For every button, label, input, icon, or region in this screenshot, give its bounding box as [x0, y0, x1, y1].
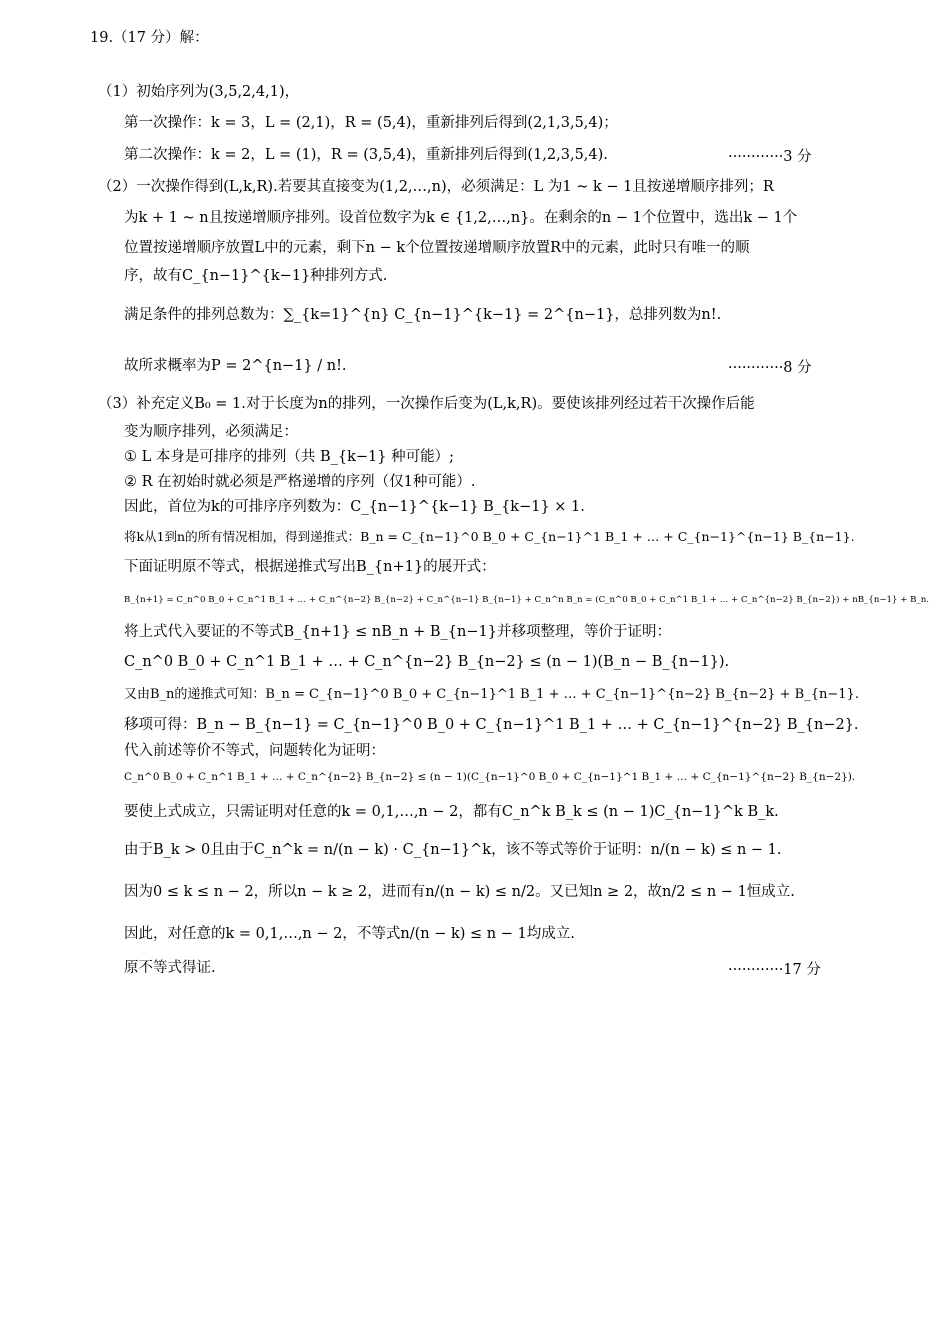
part3-line10: C_n^0 B_0 + C_n^1 B_1 + … + C_n^{n−2} B_{n−2} ≤ (n − 1)(B_n − B_{n−1}). [124, 654, 730, 670]
part3-line15: 要使上式成立，只需证明对任意的k = 0,1,…,n − 2，都有C_n^k B_k ≤ (n − 1)C_{n−1}^k B_k. [124, 804, 779, 820]
part2-line1: （2）一次操作得到(L,k,R).若要其直接变为(1,2,…,n)，必须满足：L 为1 ~ k − 1且按递增顺序排列；R [98, 179, 774, 195]
part2-line4: 序，故有C_{n−1}^{k−1}种排列方式. [124, 268, 388, 284]
part3-line6: 将k从1到n的所有情况相加，得到递推式：B_n = C_{n−1}^0 B_0 + C_{n−1}^1 B_1 + … + C_{n−1}^{n−1} B_{n−1}. [124, 529, 855, 544]
part2-line3: 位置按递增顺序放置L中的元素，剩下n − k个位置按递增顺序放置R中的元素，此时只有唯一的顺 [124, 240, 750, 256]
part3-line14: C_n^0 B_0 + C_n^1 B_1 + … + C_n^{n−2} B_{n−2} ≤ (n − 1)(C_{n−1}^0 B_0 + C_{n−1}^1 B_1 + … + C_{n−1}^{n−2} B_{n−2}). [124, 771, 856, 783]
part2-score: ············8 分 [728, 360, 812, 376]
part3-line3: ① L 本身是可排序的排列（共 B_{k−1} 种可能）; [124, 449, 454, 465]
part3-line17: 因为0 ≤ k ≤ n − 2，所以n − k ≥ 2，进而有n/(n − k) ≤ n/2。又已知n ≥ 2，故n/2 ≤ n − 1恒成立. [124, 884, 795, 900]
part3-line8: B_{n+1} = C_n^0 B_0 + C_n^1 B_1 + … + C_n^{n−2} B_{n−2} + C_n^{n−1} B_{n−1} + C_n^n B_n = (C_n^0 B_0 + C_n^1 B_1 + … + C_n^{n−2} B_{n−2}) + nB_{n−1} + B_n. [124, 595, 930, 605]
part2-line5: 满足条件的排列总数为：∑_{k=1}^{n} C_{n−1}^{k−1} = 2^{n−1}，总排列数为n!. [124, 307, 722, 323]
part3-line5: 因此，首位为k的可排序序列数为：C_{n−1}^{k−1} B_{k−1} × 1. [124, 499, 585, 515]
part1-score: ············3 分 [728, 149, 812, 165]
part3-line19: 原不等式得证. [124, 960, 216, 976]
part3-line9: 将上式代入要证的不等式B_{n+1} ≤ nB_n + B_{n−1}并移项整理，等价于证明： [124, 624, 671, 640]
part3-line16: 由于B_k > 0且由于C_n^k = n/(n − k) · C_{n−1}^k，该不等式等价于证明：n/(n − k) ≤ n − 1. [124, 842, 782, 858]
part3-line7: 下面证明原不等式，根据递推式写出B_{n+1}的展开式： [124, 559, 496, 575]
part3-line1: （3）补充定义B₀ = 1.对于长度为n的排列，一次操作后变为(L,k,R)。要使该排列经过若干次操作后能 [98, 396, 755, 412]
part3-line11: 又由B_n的递推式可知：B_n = C_{n−1}^0 B_0 + C_{n−1}^1 B_1 + … + C_{n−1}^{n−2} B_{n−2} + B_{n−1}. [124, 687, 859, 702]
problem-header: 19.（17 分）解： [90, 30, 209, 46]
part1-line2: 第一次操作：k = 3，L = (2,1)，R = (5,4)，重新排列后得到(2,1,3,5,4)； [124, 115, 618, 131]
part2-line6: 故所求概率为P = 2^{n−1} / n!. [124, 358, 347, 374]
part3-line18: 因此，对任意的k = 0,1,…,n − 2，不等式n/(n − k) ≤ n − 1均成立. [124, 926, 575, 942]
part3-line4: ② R 在初始时就必须是严格递增的序列（仅1种可能）. [124, 474, 476, 490]
part3-score: ············17 分 [728, 962, 821, 978]
part3-line12: 移项可得：B_n − B_{n−1} = C_{n−1}^0 B_0 + C_{n−1}^1 B_1 + … + C_{n−1}^{n−2} B_{n−2}. [124, 717, 859, 733]
part1-line1: （1）初始序列为(3,5,2,4,1)， [98, 84, 300, 100]
part2-line2: 为k + 1 ~ n且按递增顺序排列。设首位数字为k ∈ {1,2,…,n}。在剩余的n − 1个位置中，选出k − 1个 [124, 210, 798, 226]
part3-line2: 变为顺序排列，必须满足： [124, 424, 298, 440]
part3-line13: 代入前述等价不等式，问题转化为证明： [124, 743, 385, 759]
part1-line3: 第二次操作：k = 2，L = (1)，R = (3,5,4)，重新排列后得到(1,2,3,5,4). [124, 147, 608, 163]
